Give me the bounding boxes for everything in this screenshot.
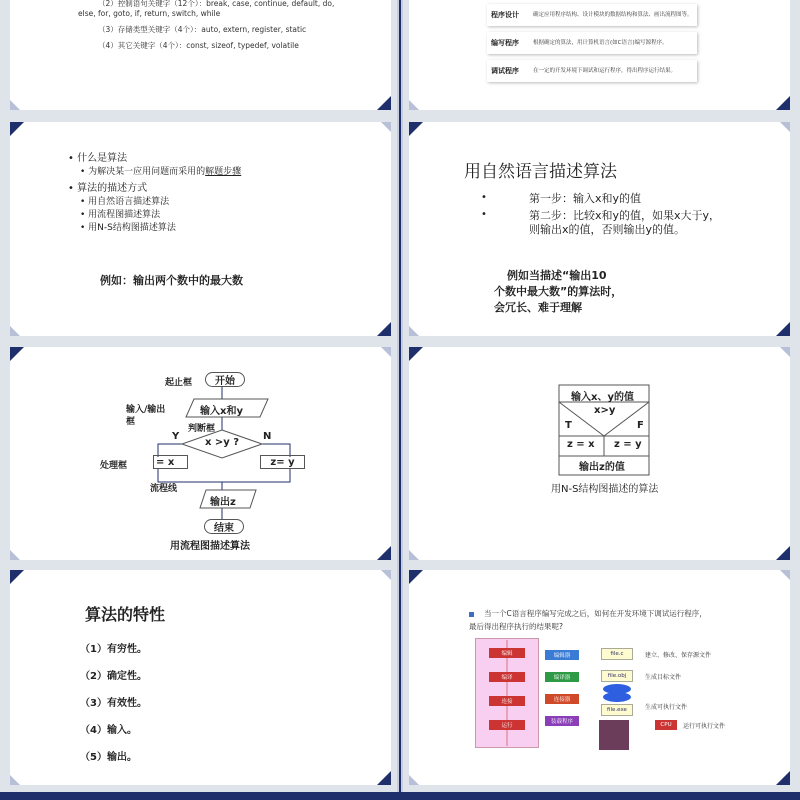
corner-decoration <box>409 122 423 136</box>
step-label: 调试程序 <box>491 67 519 75</box>
tool-compiler: 编译器 <box>545 672 579 682</box>
bullet-item: • 用流程图描述算法 <box>80 210 161 220</box>
bullet-heading: • 算法的描述方式 <box>68 183 148 194</box>
file-desc: 运行可执行文件 <box>683 723 726 730</box>
step-desc: 在一定的开发环境下调试和运行程序，得出程序运行结果。 <box>533 67 677 74</box>
tool-linker: 连接器 <box>545 694 579 704</box>
keyword-link[interactable]: 解题步骤 <box>205 167 242 177</box>
corner-decoration <box>776 322 790 336</box>
slide-program-steps[interactable] <box>409 0 790 110</box>
step-text: 第二步：比较x和y的值，如果x大于y， <box>529 209 721 222</box>
step-edit: 编辑 <box>489 648 525 658</box>
slide-title: 算法的特性 <box>85 605 166 624</box>
bullet-dot: • <box>481 192 487 203</box>
corner-decoration <box>381 122 391 132</box>
corner-decoration <box>377 322 391 336</box>
property-item: （4）输入。 <box>80 725 137 736</box>
slide-build-process[interactable] <box>409 570 790 785</box>
ns-output: 输出z的值 <box>579 462 625 473</box>
slide-flowchart[interactable] <box>10 347 391 560</box>
bullet-heading: • 什么是算法 <box>68 153 128 164</box>
step-row <box>487 4 697 26</box>
ns-false: F <box>637 420 644 431</box>
no-label: N <box>263 431 272 442</box>
tool-editor: 编辑器 <box>545 650 579 660</box>
corner-decoration <box>10 122 24 136</box>
legend-label: 处理框 <box>100 461 128 471</box>
corner-decoration <box>780 122 790 132</box>
file-desc: 生成目标文件 <box>645 674 682 681</box>
corner-decoration <box>10 570 24 584</box>
keyword-line: else, for, goto, if, return, switch, while <box>78 9 221 18</box>
decision-text: x >y ? <box>205 437 240 448</box>
slide-properties[interactable] <box>10 570 391 785</box>
step-text: 第一步：输入x和y的值 <box>529 192 642 205</box>
step-run: 运行 <box>489 720 525 730</box>
legend-label: 框 <box>126 417 136 427</box>
note-text: 例如当描述“输出10 <box>507 269 607 282</box>
step-desc: 确定应用程序结构、设计模块的数据结构和算法、画出流程图等。 <box>533 11 693 18</box>
corner-decoration <box>409 100 419 110</box>
step-row <box>487 60 697 82</box>
slide-natural-language[interactable] <box>409 122 790 336</box>
yes-label: Y <box>172 431 180 442</box>
step-label: 程序设计 <box>491 11 519 19</box>
cpu-chip: CPU <box>655 720 677 730</box>
question-text: 最后得出程序执行的结果呢? <box>469 622 563 631</box>
question-text: 当一个C语言程序编写完成之后，如何在开发环境下调试运行程序， <box>484 609 707 618</box>
process-node-left: = x <box>153 455 188 469</box>
note-text: 会冗长、难于理解 <box>494 301 582 314</box>
keyword-line: （3）存储类型关键字（4个）：auto, extern, register, static <box>98 25 307 34</box>
step-compile: 编译 <box>489 672 525 682</box>
property-item: （1）有穷性。 <box>80 644 147 655</box>
file-desc: 生成可执行文件 <box>645 704 688 711</box>
flowchart-lines <box>10 347 391 560</box>
corner-decoration <box>409 326 419 336</box>
step-row <box>487 32 697 54</box>
output-node-text: 输出z <box>210 497 236 508</box>
end-node: 结束 <box>204 519 244 534</box>
corner-decoration <box>377 96 391 110</box>
step-link: 连接 <box>489 696 525 706</box>
file-desc: 建立、修改、保存源文件 <box>645 652 712 659</box>
file-obj: file.obj <box>601 670 633 682</box>
bottom-strip <box>0 792 800 800</box>
bullet-item <box>80 164 241 177</box>
legend-label: 输入/输出 <box>126 405 166 415</box>
legend-label: 流程线 <box>150 484 178 494</box>
bullet-item: • 用N-S结构图描述算法 <box>80 223 176 233</box>
example-text: 例如：输出两个数中的最大数 <box>100 274 243 287</box>
property-item: （2）确定性。 <box>80 671 147 682</box>
flowchart-caption: 用流程图描述算法 <box>170 541 250 552</box>
step-text: 则输出x的值，否则输出y的值。 <box>529 223 686 236</box>
process-node-right: z= y <box>260 455 305 469</box>
legend-label: 判断框 <box>188 424 216 434</box>
corner-decoration <box>381 570 391 580</box>
keyword-line: （2）控制语句关键字（12个）：break, case, continue, default, do, <box>98 0 335 8</box>
build-diagram-lines <box>409 570 790 785</box>
input-node-text: 输入x和y <box>200 406 243 417</box>
slide-ns-diagram[interactable] <box>409 347 790 560</box>
note-text: 个数中最大数”的算法时， <box>494 285 623 298</box>
file-exe: file.exe <box>601 704 633 716</box>
corner-decoration <box>10 326 20 336</box>
step-desc: 根据确定的算法，用计算机语言(如C语言)编写源程序。 <box>533 39 668 46</box>
ns-diagram <box>409 347 790 560</box>
start-node: 开始 <box>205 372 245 387</box>
property-item: （5）输出。 <box>80 752 137 763</box>
file-c: file.c <box>601 648 633 660</box>
ns-input: 输入x、y的值 <box>571 392 634 403</box>
bullet-text: • 为解决某一应用问题而采用的 <box>80 167 206 177</box>
legend-label: 起止框 <box>165 378 193 388</box>
bullet-dot: • <box>481 209 487 220</box>
slide-what-is-algorithm[interactable] <box>10 122 391 336</box>
corner-decoration <box>10 100 20 110</box>
ns-right: z = y <box>614 439 642 450</box>
ns-true: T <box>565 420 572 431</box>
bullet-item: • 用自然语言描述算法 <box>80 197 170 207</box>
slide-keywords[interactable] <box>10 0 391 110</box>
tool-loader: 装载程序 <box>545 716 579 726</box>
corner-decoration <box>377 771 391 785</box>
ns-left: z = x <box>567 439 595 450</box>
center-divider <box>397 0 403 800</box>
corner-decoration <box>776 96 790 110</box>
ns-caption: 用N-S结构图描述的算法 <box>551 484 659 495</box>
ns-condition: x>y <box>594 405 616 416</box>
property-item: （3）有效性。 <box>80 698 147 709</box>
slide-title: 用自然语言描述算法 <box>464 162 617 182</box>
keyword-line: （4）其它关键字（4个）：const, sizeof, typedef, volatile <box>98 41 299 50</box>
corner-decoration <box>10 775 20 785</box>
step-label: 编写程序 <box>491 39 519 47</box>
